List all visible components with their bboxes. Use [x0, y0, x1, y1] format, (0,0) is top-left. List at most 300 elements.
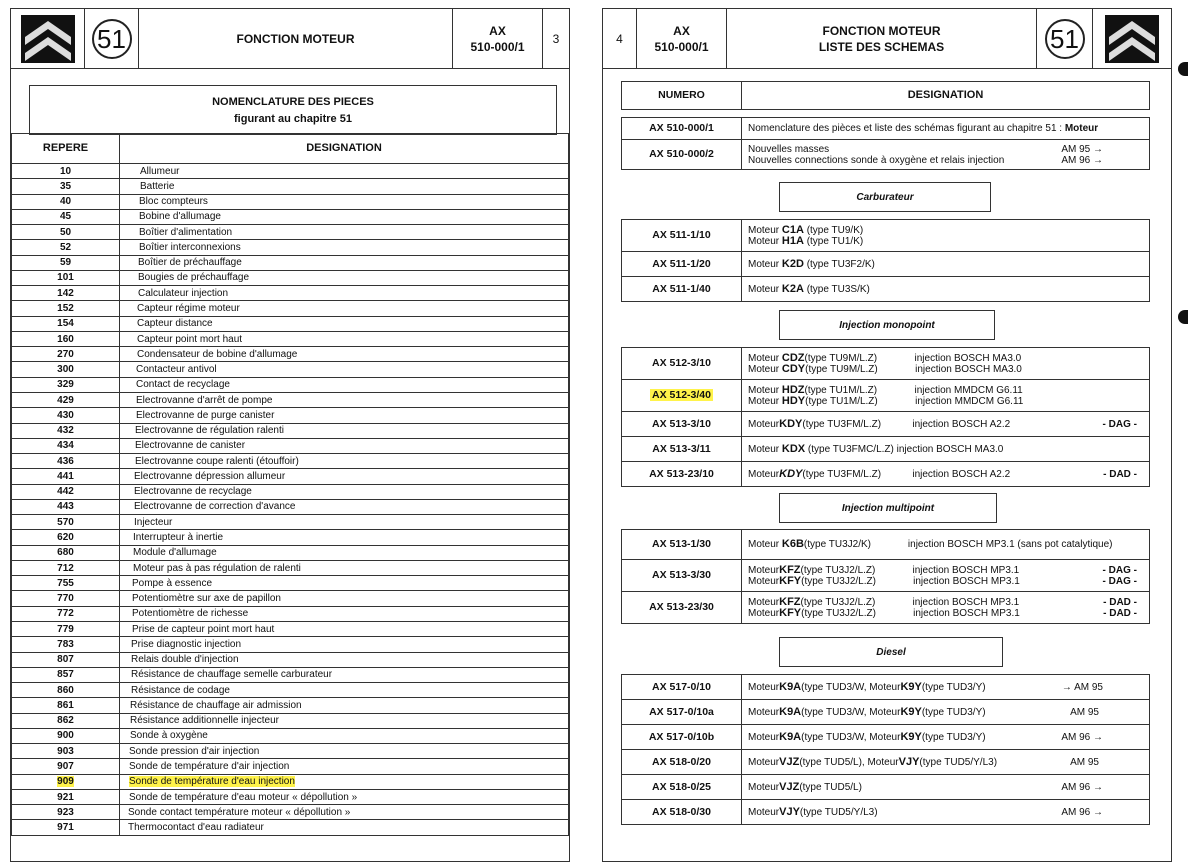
engine-type: (type TU9/K)	[803, 224, 864, 236]
designation-text: Moteur	[748, 352, 782, 364]
part-designation: Capteur distance	[120, 316, 569, 331]
table-row	[622, 800, 1150, 825]
schema-designation	[742, 800, 1150, 825]
schema-number: AX 517-0/10	[622, 675, 742, 700]
table-row	[622, 437, 1150, 462]
designation-text: Moteur	[748, 283, 782, 295]
schema-designation	[742, 348, 1150, 380]
schema-designation	[742, 530, 1150, 560]
variant-tag: - DAD -	[1103, 607, 1137, 619]
part-repere: 160	[12, 331, 120, 346]
schema-number: AX 511-1/10	[622, 220, 742, 252]
engine-type: (type TU3J2/K)	[803, 539, 871, 550]
part-repere: 443	[12, 499, 120, 514]
engine-code: KFZ	[779, 595, 801, 608]
engine-code: KDX	[781, 442, 806, 455]
engine-type: (type TU1M/L.Z)	[804, 384, 878, 396]
schema-number: AX 510-000/2	[622, 140, 742, 170]
engine-code: KFZ	[779, 563, 801, 576]
table-row	[12, 683, 569, 698]
table-row	[622, 380, 1150, 412]
part-designation: Boîtier interconnexions	[120, 240, 569, 255]
part-repere: 442	[12, 484, 120, 499]
part-repere: 862	[12, 713, 120, 728]
table-row	[12, 698, 569, 713]
designation-text: Nouvelles connections sonde à oxygène et relais injection	[748, 154, 1005, 166]
schema-column-header	[621, 81, 1150, 110]
page-title	[727, 9, 1037, 68]
table-row	[12, 164, 569, 179]
part-designation: Moteur pas à pas régulation de ralenti	[120, 560, 569, 575]
binder-hole-icon	[1178, 310, 1188, 324]
engine-type: (type TUD3/Y)	[921, 706, 986, 718]
engine-type: (type TUD5/L)	[799, 781, 862, 793]
part-repere: 857	[12, 667, 120, 682]
table-row	[622, 412, 1150, 437]
col-designation: DESIGNATION	[120, 134, 569, 164]
schema-number: AX 518-0/30	[622, 800, 742, 825]
part-repere: 900	[12, 728, 120, 743]
part-repere: 436	[12, 454, 120, 469]
table-row	[12, 789, 569, 804]
designation-text: Moteur	[748, 468, 780, 480]
table-row	[12, 621, 569, 636]
schema-number: AX 512-3/10	[622, 348, 742, 380]
col-numero: NUMERO	[622, 82, 742, 110]
schema-designation	[742, 560, 1150, 592]
table-row	[12, 194, 569, 209]
engine-code: KFY	[779, 606, 802, 619]
part-designation: Sonde à oxygène	[120, 728, 569, 743]
general-table	[621, 117, 1150, 170]
part-designation: Electrovanne coupe ralenti (étouffoir)	[120, 454, 569, 469]
injection-system: injection MMDCM G6.11	[915, 395, 1024, 407]
part-designation: Potentiomètre sur axe de papillon	[120, 591, 569, 606]
multipoint-table	[621, 529, 1150, 624]
parts-table	[11, 133, 569, 836]
table-row	[622, 592, 1150, 624]
part-repere: 152	[12, 301, 120, 316]
section-diesel: Diesel	[779, 637, 1003, 667]
table-row	[622, 118, 1150, 140]
am-date: → AM 95	[1061, 681, 1103, 693]
table-row	[12, 576, 569, 591]
schema-number: AX 511-1/40	[622, 277, 742, 302]
table-row	[12, 545, 569, 560]
designation-text: Moteur	[748, 224, 782, 236]
engine-type: (type TU3J2/L.Z)	[801, 575, 876, 587]
table-row	[12, 805, 569, 820]
designation-bold: Moteur	[1064, 123, 1099, 134]
part-designation: Injecteur	[120, 515, 569, 530]
part-repere: 50	[12, 225, 120, 240]
designation-text: Nouvelles masses	[748, 143, 830, 155]
designation-text: Moteur	[748, 731, 780, 743]
part-repere: 807	[12, 652, 120, 667]
table-row	[12, 316, 569, 331]
table-row	[12, 728, 569, 743]
part-designation: Calculateur injection	[120, 286, 569, 301]
table-row	[12, 484, 569, 499]
variant-tag: - DAD -	[1103, 596, 1137, 608]
designation-text: Moteur	[748, 706, 780, 718]
schema-designation	[742, 437, 1150, 462]
am-date: AM 95	[1070, 706, 1099, 718]
nomenclature-title	[29, 85, 557, 135]
engine-code: K9A	[779, 705, 802, 718]
engine-code: KFY	[779, 574, 802, 587]
nomenclature-title-line2: figurant au chapitre 51	[234, 113, 352, 125]
variant-tag: - DAG -	[1102, 575, 1137, 587]
table-row	[12, 774, 569, 789]
engine-type: (type TU1/K)	[803, 235, 864, 247]
designation-text: Moteur	[748, 443, 782, 455]
part-designation: Bougies de préchauffage	[120, 270, 569, 285]
engine-code: CDY	[781, 362, 806, 375]
am-date: AM 96 →	[1061, 806, 1103, 818]
part-designation: Prise diagnostic injection	[120, 637, 569, 652]
variant-tag: - DAD -	[1103, 468, 1137, 480]
col-designation: DESIGNATION	[742, 82, 1150, 110]
engine-type: (type TUD3/Y)	[921, 731, 986, 743]
table-row	[12, 423, 569, 438]
table-row	[12, 499, 569, 514]
part-designation: Prise de capteur point mort haut	[120, 621, 569, 636]
part-repere: 154	[12, 316, 120, 331]
part-designation: Contact de recyclage	[120, 377, 569, 392]
citroen-chevron-logo-icon	[1093, 9, 1171, 68]
table-row	[12, 179, 569, 194]
part-repere	[12, 774, 120, 789]
engine-type: (type TU3FMC/L.Z) injection BOSCH MA3.0	[805, 443, 1004, 455]
variant-tag: - DAG -	[1102, 564, 1137, 576]
part-designation: Sonde contact température moteur « dépollution »	[120, 805, 569, 820]
table-row	[12, 515, 569, 530]
table-row	[12, 255, 569, 270]
part-designation: Electrovanne de régulation ralenti	[120, 423, 569, 438]
doc-ref-line2: 510-000/1	[470, 39, 525, 54]
engine-type: (type TU3F2/K)	[803, 258, 875, 270]
part-repere: 35	[12, 179, 120, 194]
designation-text: Moteur	[748, 564, 780, 576]
variant-tag: - DAG -	[1102, 418, 1137, 430]
engine-code: K6B	[781, 538, 804, 550]
part-designation: Interrupteur à inertie	[120, 530, 569, 545]
table-row	[622, 775, 1150, 800]
part-repere: 903	[12, 744, 120, 759]
injection-system: injection BOSCH MP3.1	[913, 575, 1020, 587]
designation-text: Moteur	[748, 384, 782, 396]
engine-code: C1A	[781, 223, 804, 236]
engine-type: (type TUD3/W, Moteur	[801, 706, 901, 718]
citroen-chevron-logo-icon	[11, 9, 85, 68]
part-repere: 329	[12, 377, 120, 392]
designation-text: Moteur	[748, 681, 780, 693]
part-designation: Pompe à essence	[120, 576, 569, 591]
part-designation: Electrovanne d'arrêt de pompe	[120, 392, 569, 407]
part-repere: 570	[12, 515, 120, 530]
engine-code: CDZ	[781, 351, 805, 364]
engine-code: VJY	[898, 755, 920, 768]
engine-code: K9A	[779, 680, 802, 693]
table-row	[12, 347, 569, 362]
injection-system: injection BOSCH MP3.1	[912, 564, 1020, 576]
engine-type: (type TU3J2/L.Z)	[801, 607, 876, 619]
table-row	[622, 252, 1150, 277]
part-repere: 45	[12, 209, 120, 224]
part-repere: 861	[12, 698, 120, 713]
engine-code: K9A	[779, 730, 802, 743]
table-row	[622, 277, 1150, 302]
injection-system: injection BOSCH MP3.1	[912, 596, 1020, 608]
part-repere: 783	[12, 637, 120, 652]
schema-designation	[742, 725, 1150, 750]
part-designation: Boîtier de préchauffage	[120, 255, 569, 270]
injection-system: injection BOSCH MP3.1	[913, 607, 1020, 619]
part-designation: Résistance de chauffage semelle carburateur	[120, 667, 569, 682]
engine-code: VJZ	[779, 780, 800, 793]
part-designation: Relais double d'injection	[120, 652, 569, 667]
engine-code: KDY	[779, 467, 803, 480]
table-row	[12, 362, 569, 377]
part-designation: Module d'allumage	[120, 545, 569, 560]
table-row	[12, 606, 569, 621]
schema-number: AX 513-3/30	[622, 560, 742, 592]
schema-designation	[742, 252, 1150, 277]
col-repere: REPERE	[12, 134, 120, 164]
engine-code: K9Y	[900, 730, 922, 743]
designation-text: Moteur	[748, 363, 782, 375]
engine-code: VJY	[779, 805, 800, 818]
engine-type: (type TU3FM/L.Z)	[802, 468, 882, 480]
section-injection-multipoint: Injection multipoint	[779, 493, 997, 523]
part-repere: 432	[12, 423, 120, 438]
designation-text: Moteur	[748, 607, 780, 619]
table-row	[12, 209, 569, 224]
table-row	[622, 530, 1150, 560]
designation-text: Moteur	[748, 806, 780, 818]
table-row	[622, 700, 1150, 725]
section-carburateur: Carburateur	[779, 182, 991, 212]
table-row	[12, 286, 569, 301]
engine-type: (type TU3S/K)	[803, 283, 870, 295]
part-repere: 620	[12, 530, 120, 545]
table-row	[12, 377, 569, 392]
highlighted-designation: Sonde de température d'eau injection	[129, 776, 295, 788]
injection-system: injection BOSCH A2.2	[912, 418, 1011, 430]
part-repere: 52	[12, 240, 120, 255]
schema-designation	[742, 462, 1150, 487]
part-repere: 923	[12, 805, 120, 820]
part-designation: Boîtier d'alimentation	[120, 225, 569, 240]
table-row	[12, 560, 569, 575]
chapter-number: 51	[1045, 19, 1085, 59]
highlighted-schema-number: AX 512-3/40	[652, 389, 711, 401]
table-row	[12, 759, 569, 774]
engine-type: (type TU3FM/L.Z)	[802, 418, 882, 430]
engine-code: KDY	[779, 417, 803, 430]
am-date: AM 96 →	[1061, 731, 1103, 743]
engine-code: K9Y	[900, 705, 922, 718]
chapter-number: 51	[92, 19, 132, 59]
table-row	[12, 591, 569, 606]
table-row	[12, 240, 569, 255]
part-designation: Capteur régime moteur	[120, 301, 569, 316]
part-designation	[120, 774, 569, 789]
part-designation: Potentiomètre de richesse	[120, 606, 569, 621]
engine-type: (type TUD3/Y)	[921, 681, 986, 693]
engine-type: (type TU3J2/L.Z)	[800, 596, 876, 608]
part-repere: 270	[12, 347, 120, 362]
part-designation: Sonde de température d'eau moteur « dépollution »	[120, 789, 569, 804]
part-designation: Electrovanne de purge canister	[120, 408, 569, 423]
part-repere: 860	[12, 683, 120, 698]
designation-text: Moteur	[748, 258, 782, 270]
part-designation: Electrovanne dépression allumeur	[120, 469, 569, 484]
part-designation: Résistance de codage	[120, 683, 569, 698]
schema-number: AX 518-0/20	[622, 750, 742, 775]
left-page	[10, 8, 570, 862]
schema-designation	[742, 775, 1150, 800]
part-repere: 59	[12, 255, 120, 270]
part-repere: 441	[12, 469, 120, 484]
table-row	[12, 667, 569, 682]
injection-system: injection BOSCH MA3.0	[914, 352, 1022, 364]
part-designation: Condensateur de bobine d'allumage	[120, 347, 569, 362]
part-repere: 40	[12, 194, 120, 209]
part-designation: Batterie	[120, 179, 569, 194]
table-row	[12, 820, 569, 835]
doc-reference	[453, 9, 543, 68]
schema-designation	[742, 380, 1150, 412]
schema-number: AX 513-23/30	[622, 592, 742, 624]
table-row	[12, 392, 569, 407]
table-row	[622, 348, 1150, 380]
designation-text: Moteur	[748, 539, 782, 550]
part-designation: Electrovanne de recyclage	[120, 484, 569, 499]
schema-number: AX 513-3/10	[622, 412, 742, 437]
part-designation: Bloc compteurs	[120, 194, 569, 209]
part-designation: Contacteur antivol	[120, 362, 569, 377]
doc-ref-line2: 510-000/1	[654, 39, 709, 54]
page-title: FONCTION MOTEUR	[139, 9, 453, 68]
part-repere: 971	[12, 820, 120, 835]
doc-ref-line1: AX	[489, 23, 506, 38]
schema-designation	[742, 750, 1150, 775]
engine-code: K9Y	[900, 680, 922, 693]
engine-type: (type TUD3/W, Moteur	[801, 681, 901, 693]
table-row	[12, 713, 569, 728]
engine-code: K2D	[781, 257, 804, 270]
part-designation: Bobine d'allumage	[120, 209, 569, 224]
designation-text: Moteur	[748, 235, 782, 247]
table-row	[12, 469, 569, 484]
left-page-header	[11, 9, 569, 69]
table-row	[622, 750, 1150, 775]
designation-text: Nomenclature des pièces et liste des schémas figurant au chapitre 51 :	[748, 123, 1065, 134]
table-row	[12, 331, 569, 346]
page-number: 4	[603, 9, 637, 68]
parts-body	[12, 164, 569, 836]
part-designation: Electrovanne de correction d'avance	[120, 499, 569, 514]
designation-text: Moteur	[748, 781, 780, 793]
engine-type: (type TU9M/L.Z)	[805, 363, 878, 375]
am-date: AM 95	[1070, 756, 1099, 768]
table-row	[622, 140, 1150, 170]
part-repere: 680	[12, 545, 120, 560]
engine-type: (type TUD3/W, Moteur	[801, 731, 901, 743]
right-page	[602, 8, 1172, 862]
injection-system: injection MMDCM G6.11	[914, 384, 1023, 396]
part-repere: 921	[12, 789, 120, 804]
schema-designation	[742, 412, 1150, 437]
table-row	[12, 652, 569, 667]
engine-code: VJZ	[779, 755, 800, 768]
part-designation: Thermocontact d'eau radiateur	[120, 820, 569, 835]
part-repere: 429	[12, 392, 120, 407]
nomenclature-title-line1: NOMENCLATURE DES PIECES	[212, 96, 374, 108]
injection-system: injection BOSCH MP3.1 (sans pot catalytique)	[907, 539, 1113, 550]
designation-text: Moteur	[748, 596, 780, 608]
chapter-badge	[1037, 9, 1093, 68]
am-date: AM 96 →	[1061, 781, 1103, 793]
table-row	[12, 408, 569, 423]
binder-hole-icon	[1178, 62, 1188, 76]
table-row	[622, 462, 1150, 487]
doc-reference	[637, 9, 727, 68]
table-row	[12, 744, 569, 759]
table-row	[12, 301, 569, 316]
engine-type: (type TU9M/L.Z)	[804, 352, 878, 364]
part-designation: Résistance additionnelle injecteur	[120, 713, 569, 728]
engine-code: HDZ	[781, 383, 805, 396]
section-injection-monopoint: Injection monopoint	[779, 310, 995, 340]
table-row	[12, 225, 569, 240]
engine-type: (type TUD5/L), Moteur	[799, 756, 899, 768]
schema-number: AX 517-0/10a	[622, 700, 742, 725]
table-row	[622, 675, 1150, 700]
table-row	[12, 438, 569, 453]
injection-system: injection BOSCH A2.2	[912, 468, 1011, 480]
page-number: 3	[552, 31, 560, 46]
part-repere: 755	[12, 576, 120, 591]
part-repere: 434	[12, 438, 120, 453]
part-designation: Sonde de température d'air injection	[120, 759, 569, 774]
engine-type: (type TU1M/L.Z)	[805, 395, 878, 407]
table-row	[622, 220, 1150, 252]
title-line1: FONCTION MOTEUR	[822, 23, 941, 38]
designation-text: Moteur	[748, 575, 780, 587]
schema-number: AX 513-3/11	[622, 437, 742, 462]
carburateur-table	[621, 219, 1150, 302]
part-designation: Allumeur	[120, 164, 569, 179]
engine-type: (type TUD5/Y/L3)	[919, 756, 998, 768]
part-repere: 779	[12, 621, 120, 636]
part-repere: 907	[12, 759, 120, 774]
schema-designation	[742, 140, 1150, 170]
am-date: AM 95 →	[1061, 143, 1103, 155]
schema-designation	[742, 700, 1150, 725]
table-row	[12, 270, 569, 285]
part-repere: 712	[12, 560, 120, 575]
schema-designation	[742, 675, 1150, 700]
part-repere: 10	[12, 164, 120, 179]
schema-number: AX 511-1/20	[622, 252, 742, 277]
schema-number: AX 510-000/1	[622, 118, 742, 140]
engine-code: H1A	[781, 234, 804, 247]
right-page-header	[603, 9, 1171, 69]
schema-number: AX 513-1/30	[622, 530, 742, 560]
